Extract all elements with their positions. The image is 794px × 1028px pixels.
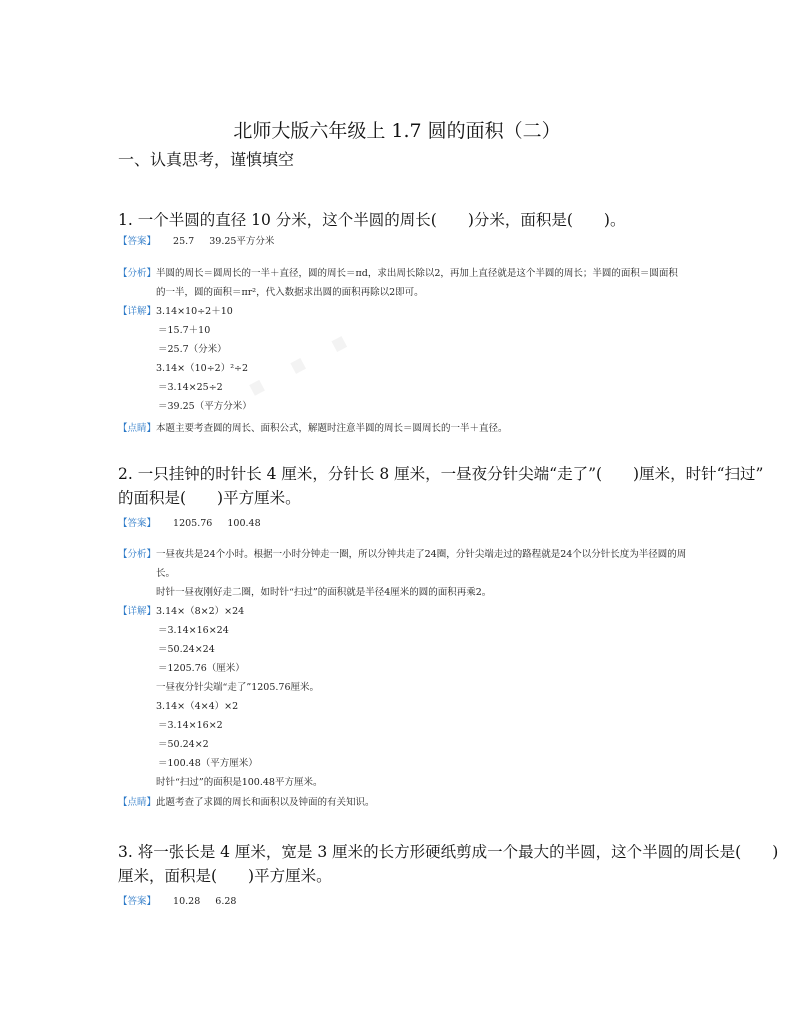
q1-detail-line-2: ＝15.7＋10 bbox=[158, 325, 211, 336]
q2-detail-line-6: 3.14×（4×4）×2 bbox=[156, 701, 239, 712]
q2-detail-line-5: 一昼夜分针尖端“走了”1205.76厘米。 bbox=[156, 682, 319, 693]
point-tag: 【点睛】 bbox=[118, 423, 157, 434]
analysis-tag: 【分析】 bbox=[118, 268, 157, 279]
q2-detail bbox=[118, 602, 322, 792]
q1-analysis bbox=[118, 264, 678, 302]
question-2 bbox=[118, 462, 763, 510]
q1-answer-1: 25.7 bbox=[173, 236, 195, 247]
analysis-tag: 【分析】 bbox=[118, 549, 157, 560]
q2-analysis bbox=[118, 545, 686, 602]
q2-detail-line-7: ＝3.14×16×2 bbox=[158, 720, 223, 731]
q2-line-1: 2. 一只挂钟的时针长 4 厘米，分针长 8 厘米，一昼夜分针尖端“走了”( )厘米，时针“扫过” bbox=[118, 465, 764, 483]
q2-detail-line-3: ＝50.24×24 bbox=[158, 644, 215, 655]
detail-tag: 【详解】 bbox=[118, 306, 157, 317]
answer-tag: 【答案】 bbox=[118, 896, 157, 907]
question-3 bbox=[118, 840, 778, 888]
question-1: 1. 一个半圆的直径 10 分米，这个半圆的周长( )分米，面积是( )。 bbox=[118, 211, 626, 229]
answer-tag: 【答案】 bbox=[118, 518, 157, 529]
q3-answer-row bbox=[118, 892, 248, 911]
q2-detail-line-4: ＝1205.76（厘米） bbox=[158, 663, 245, 674]
point-tag: 【点睛】 bbox=[118, 797, 157, 808]
q1-detail-line-4: 3.14×（10÷2）²÷2 bbox=[156, 363, 249, 374]
q1-detail-line-5: ＝3.14×25÷2 bbox=[158, 382, 223, 393]
q2-answer-1: 1205.76 bbox=[173, 518, 213, 529]
q2-detail-line-9: ＝100.48（平方厘米） bbox=[158, 758, 258, 769]
q1-point-text: 本题主要考查圆的周长、面积公式，解题时注意半圆的周长＝圆周长的一半＋直径。 bbox=[156, 423, 508, 434]
q2-analysis-line-1: 一昼夜共是24个小时。根据一小时分钟走一圈，所以分钟共走了24圈，分针尖端走过的路程就是24个以分针长度为半径圆的周 bbox=[156, 549, 687, 560]
q2-detail-line-8: ＝50.24×2 bbox=[158, 739, 209, 750]
q2-detail-line-2: ＝3.14×16×24 bbox=[158, 625, 229, 636]
q2-detail-line-10: 时针“扫过”的面积是100.48平方厘米。 bbox=[156, 777, 323, 788]
q2-line-2: 的面积是( )平方厘米。 bbox=[118, 489, 301, 507]
page-title: 北师大版六年级上 1.7 圆的面积（二） bbox=[233, 120, 561, 142]
q1-answer-row bbox=[118, 232, 286, 251]
q1-answer-2: 39.25平方分米 bbox=[209, 236, 275, 247]
q3-line-1: 3. 将一张长是 4 厘米，宽是 3 厘米的长方形硬纸剪成一个最大的半圆，这个半圆的周长是( ) bbox=[118, 843, 779, 861]
watermark-decoration: · · · bbox=[229, 306, 368, 428]
q1-detail bbox=[118, 302, 252, 416]
q3-line-2: 厘米，面积是( )平方厘米。 bbox=[118, 867, 332, 885]
answer-tag: 【答案】 bbox=[118, 236, 157, 247]
q1-point bbox=[118, 419, 508, 438]
section-heading: 一、认真思考，谨慎填空 bbox=[118, 150, 295, 169]
q2-answer-2: 100.48 bbox=[227, 518, 261, 529]
q1-detail-line-1: 3.14×10÷2＋10 bbox=[156, 306, 233, 317]
q3-answer-2: 6.28 bbox=[215, 896, 237, 907]
q2-detail-line-1: 3.14×（8×2）×24 bbox=[156, 606, 245, 617]
q3-answer-1: 10.28 bbox=[173, 896, 201, 907]
detail-tag: 【详解】 bbox=[118, 606, 157, 617]
q2-point bbox=[118, 793, 375, 812]
q1-detail-line-6: ＝39.25（平方分米） bbox=[158, 401, 252, 412]
q2-point-text: 此题考查了求圆的周长和面积以及钟面的有关知识。 bbox=[156, 797, 375, 808]
q2-analysis-line-2: 长。 bbox=[156, 568, 176, 579]
q1-detail-line-3: ＝25.7（分米） bbox=[158, 344, 227, 355]
q1-analysis-line-2: 的一半，圆的面积＝πr²，代入数据求出圆的面积再除以2即可。 bbox=[156, 287, 424, 298]
q2-analysis-line-3: 时针一昼夜刚好走二圈，如时针“扫过”的面积就是半径4厘米的圆的面积再乘2。 bbox=[156, 587, 492, 598]
q2-answer-row bbox=[118, 514, 273, 533]
q1-analysis-line-1: 半圆的周长＝圆周长的一半＋直径，圆的周长＝πd，求出周长除以2，再加上直径就是这个半圆的周长；半圆的面积＝圆面积 bbox=[156, 268, 678, 279]
